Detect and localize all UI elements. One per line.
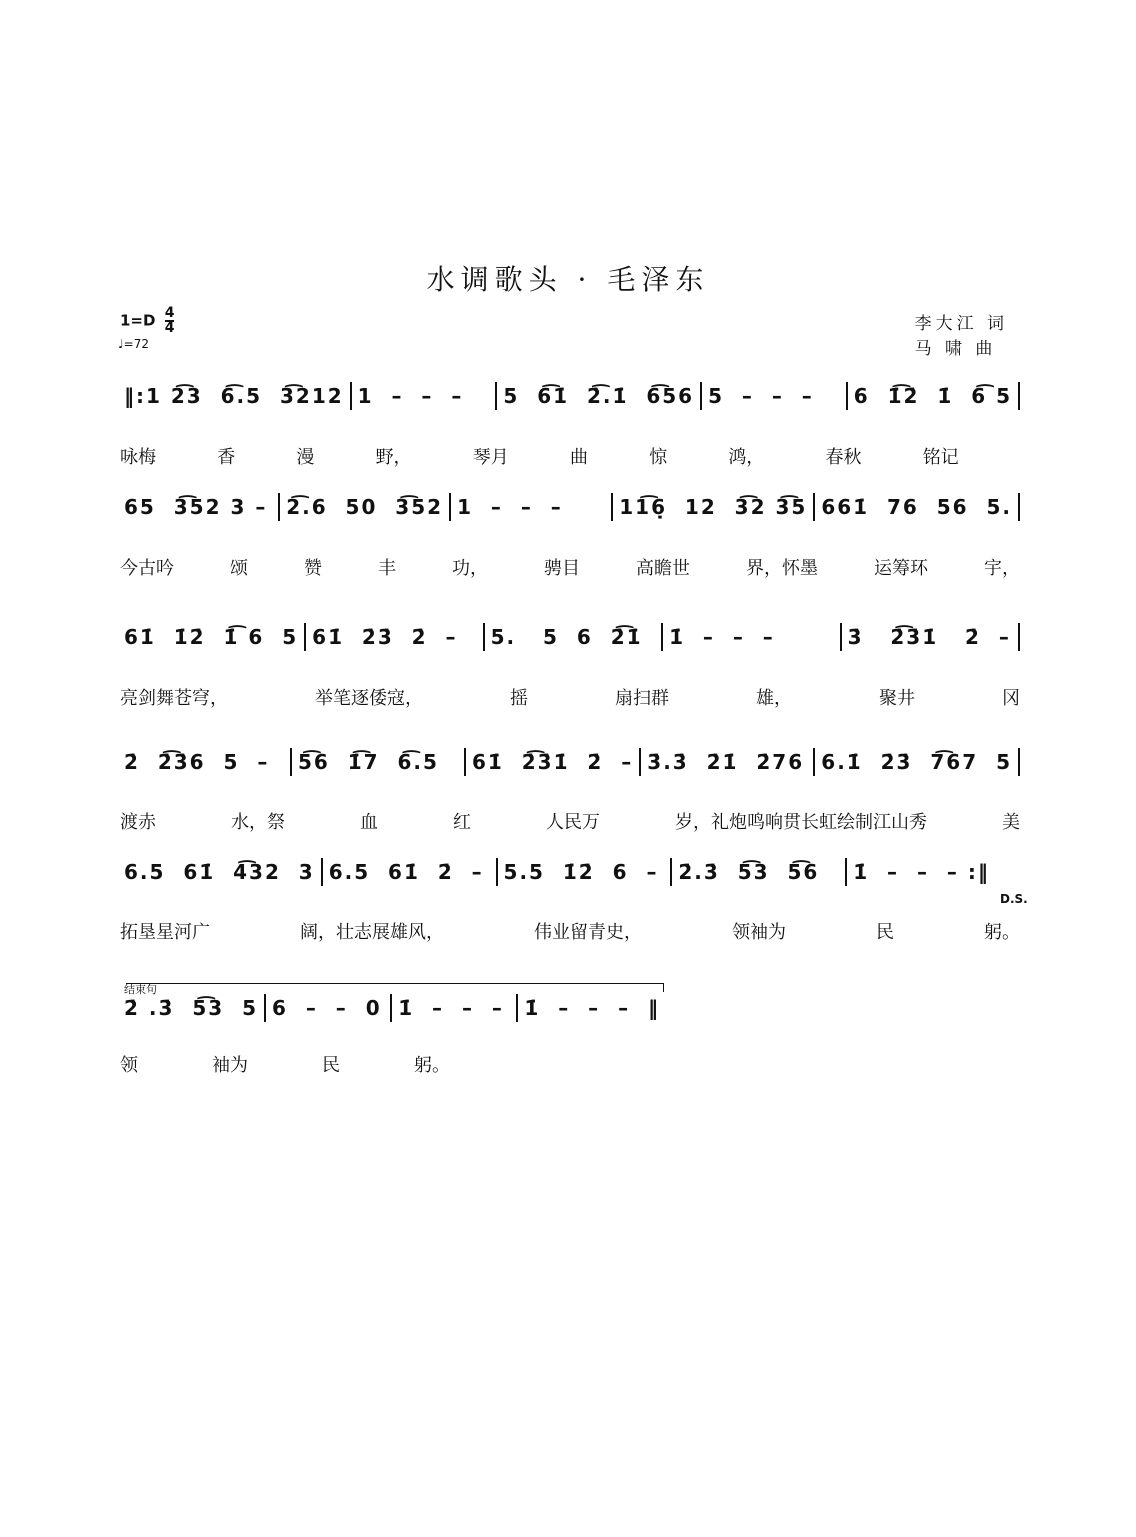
measure: 1 – – –: [457, 495, 563, 519]
lyric-syllable: 躬。: [414, 1055, 450, 1076]
measure: 1̇ – – –: [398, 996, 504, 1020]
key-label: 1=D: [120, 311, 156, 330]
measure: 1̇ – – – :‖: [853, 860, 990, 884]
lyric-syllable: 拓垦星河广: [120, 922, 210, 943]
measure: 5 – – –: [708, 384, 814, 408]
lyric-syllable: 水，祭: [231, 812, 285, 833]
coda-label: 结束句: [124, 983, 157, 996]
lyric-syllable: 举笔逐倭寇，: [315, 688, 423, 709]
lyric-syllable: 运筹环: [874, 558, 928, 579]
measure: 2̇ 2̇͡3̇6 5 –: [124, 750, 270, 774]
measure: 61̇ 2̇͡3̇1̇ 2̇ –: [472, 750, 634, 774]
measure: 6.5 61̇ 2̇ –: [328, 860, 484, 884]
lyric-line: [120, 808, 1020, 834]
notation-line: [118, 381, 1020, 411]
lyric-syllable: 功，: [452, 558, 488, 579]
lyric-syllable: 阔，壮志展雄风，: [300, 922, 444, 943]
lyric-syllable: 袖为: [212, 1055, 248, 1076]
lyric-syllable: 伟业留青史，: [534, 922, 642, 943]
measure: 5 6͡1̇ 2̇͡.1̇ 6͡56: [503, 384, 695, 408]
lyric-syllable: 领: [120, 1055, 138, 1076]
barline: [1018, 748, 1020, 776]
lyric-syllable: 民: [322, 1055, 340, 1076]
barline: [1018, 382, 1020, 410]
lyricist: 李大江 词: [914, 314, 1008, 334]
key-signature: [120, 307, 174, 335]
lyric-line: [120, 443, 1020, 469]
lyric-syllable: 岁，礼炮鸣响贯长虹绘制江山秀: [675, 812, 927, 833]
lyric-syllable: 漫: [296, 447, 315, 468]
time-signature: [165, 307, 175, 335]
lyric-syllable: 咏梅: [120, 447, 156, 468]
lyric-syllable: 曲: [569, 447, 588, 468]
lyric-syllable: 扇扫群: [615, 688, 669, 709]
lyric-syllable: 野，: [375, 447, 412, 468]
lyric-syllable: 红: [453, 812, 471, 833]
lyric-syllable: 高瞻世: [636, 558, 690, 579]
credits: [915, 312, 1008, 362]
measure: ‖:1 2͡3 6͡.5 3͡212: [124, 384, 344, 408]
measure: 6 1̇͡2̇ 1̇ 6͡ 5: [853, 384, 1013, 408]
measure: 1̇ – – – ‖: [524, 996, 660, 1020]
lyric-syllable: 界，怀墨: [746, 558, 818, 579]
lyric-syllable: 鸿，: [728, 447, 765, 468]
measure: 3̇ 2̇͡3̇1̇ 2̇ –: [847, 625, 1011, 649]
lyric-syllable: 领袖为: [732, 922, 786, 943]
lyric-line: [120, 1051, 450, 1077]
notation-line: [118, 993, 666, 1023]
coda-bracket: [126, 983, 664, 992]
notation-line: [118, 622, 1020, 652]
measure: 3̇.3̇ 2̇1̇ 2̇76: [647, 750, 805, 774]
lyric-syllable: 血: [360, 812, 378, 833]
measure: 2͡.6 50 3͡52: [286, 495, 444, 519]
lyric-syllable: 香: [217, 447, 236, 468]
lyric-syllable: 亮剑舞苍穹，: [120, 688, 228, 709]
composer: 马 啸 曲: [914, 339, 997, 359]
lyric-line: [120, 554, 1020, 580]
measure: 2̇ .3̇ 5͡3 5: [124, 996, 258, 1020]
notation-line: [118, 747, 1020, 777]
lyric-syllable: 人民万: [546, 812, 600, 833]
lyric-syllable: 美: [1002, 812, 1020, 833]
tempo-mark: ♩=72: [118, 337, 149, 351]
lyric-syllable: 铭记: [922, 447, 959, 468]
lyric-line: [120, 684, 1020, 710]
lyric-syllable: 雄，: [756, 688, 792, 709]
lyric-syllable: 春秋: [825, 447, 862, 468]
measure: 5.5 1̇2̇ 6 –: [503, 860, 659, 884]
measure: 11͡6̣ 12 3͡2 3͡5: [619, 495, 808, 519]
lyric-syllable: 骋目: [544, 558, 580, 579]
measure: 2̇.3̇ 5͡3 5͡6: [678, 860, 820, 884]
lyric-syllable: 民: [876, 922, 894, 943]
measure: 6.1̇ 2̇3̇ 7͡67 5: [821, 750, 1012, 774]
barline: [1018, 623, 1020, 651]
measure: 1̇ – – –: [669, 625, 775, 649]
lyric-syllable: 躬。: [984, 922, 1020, 943]
measure: 6 – – 0: [272, 996, 382, 1020]
notation-line: [118, 492, 1020, 522]
measure: 661̇ 76 56 5.: [821, 495, 1013, 519]
meter-top: 4: [164, 305, 175, 321]
barline: [1018, 493, 1020, 521]
lyric-syllable: 丰: [378, 558, 396, 579]
lyric-syllable: 渡赤: [120, 812, 156, 833]
measure: 5͡6 1̇͡7 6͡.5: [298, 750, 439, 774]
measure: 61̇ 1̇2̇ 1̇͡ 6 5: [124, 625, 299, 649]
lyric-line: [120, 918, 1020, 944]
measure: 5. 5 6 2̇͡1̇: [490, 625, 643, 649]
lyric-syllable: 琴月: [472, 447, 509, 468]
notation-line: [118, 857, 1020, 887]
measure: 6.5 61̇ 4͡32 3: [124, 860, 315, 884]
lyric-syllable: 颂: [230, 558, 248, 579]
lyric-syllable: 惊: [649, 447, 668, 468]
ds-mark: D.S.: [1000, 892, 1028, 906]
lyric-syllable: 冈: [1002, 688, 1020, 709]
meter-bottom: 4: [164, 320, 175, 336]
lyric-syllable: 宇，: [984, 558, 1020, 579]
page-title: 水调歌头 · 毛泽东: [426, 263, 710, 296]
measure: 61̇ 2̇3̇ 2̇ –: [312, 625, 458, 649]
measure: 1 – – –: [357, 384, 464, 408]
lyric-syllable: 聚井: [879, 688, 915, 709]
lyric-syllable: 赞: [304, 558, 322, 579]
measure: 65 3͡52 3 –: [124, 495, 268, 519]
lyric-syllable: 摇: [510, 688, 528, 709]
lyric-syllable: 今古吟: [120, 558, 174, 579]
